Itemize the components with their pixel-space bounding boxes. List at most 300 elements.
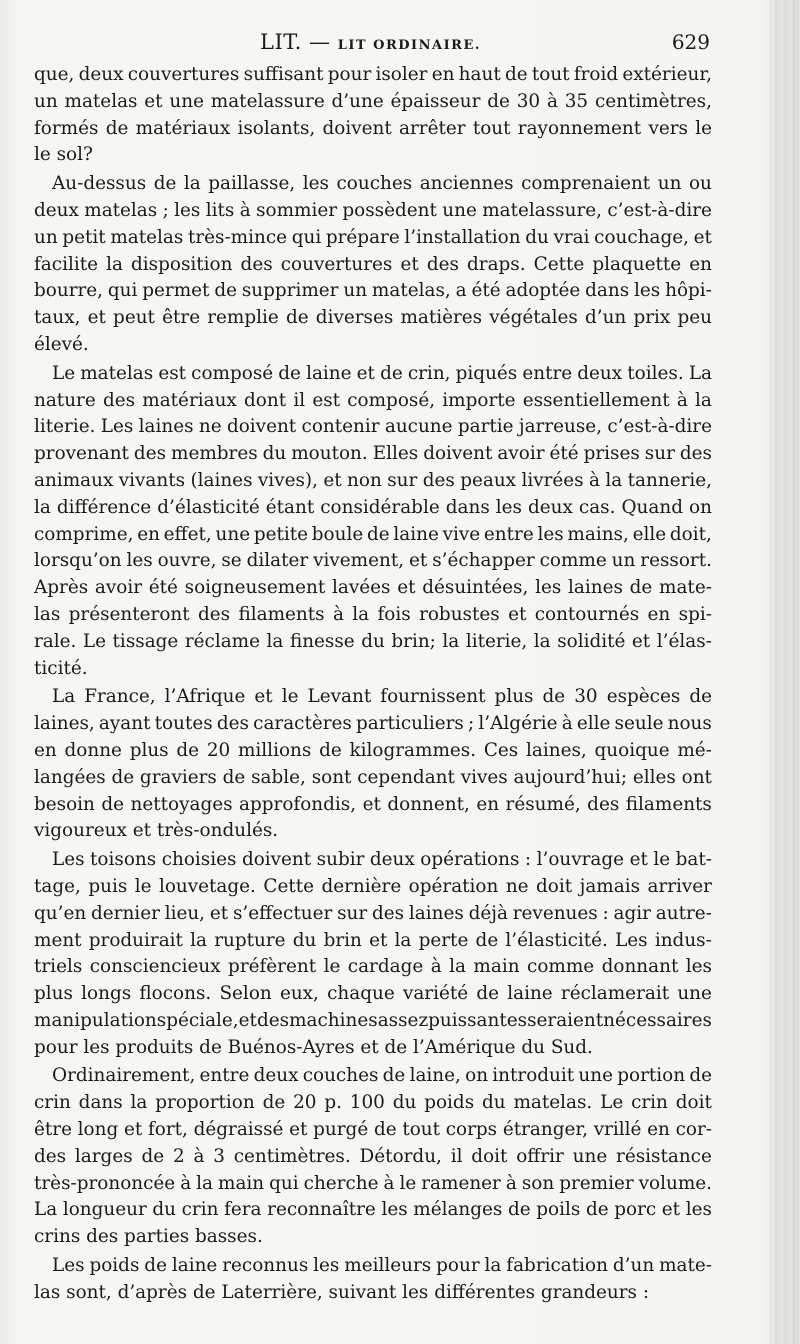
word: matières [400, 307, 483, 329]
text-line [34, 874, 712, 901]
word: dégraissé [193, 1119, 284, 1141]
word: avoir [497, 443, 545, 465]
word: d’élasticité [157, 496, 260, 518]
word: un [657, 173, 682, 195]
word: supprimer [241, 280, 339, 302]
word: filaments [625, 793, 712, 815]
word: opérations [420, 849, 520, 871]
word: deux [253, 1065, 299, 1087]
word: extérieur, [622, 64, 712, 85]
word: de [585, 1199, 609, 1221]
page-number: 629 [671, 30, 710, 54]
word: poids [89, 1255, 140, 1277]
word: a [455, 280, 467, 302]
word: dans [445, 496, 490, 518]
word: de [487, 90, 510, 112]
word: prix [633, 307, 671, 329]
word: sont [311, 766, 352, 788]
word: anciennes [419, 173, 514, 195]
word: déjà [468, 902, 508, 924]
word: fournissent [380, 686, 486, 708]
word: nous [667, 713, 712, 735]
paragraph [34, 171, 712, 359]
word: et [661, 1199, 681, 1221]
word: qui [269, 1172, 299, 1194]
word: mate- [659, 577, 712, 599]
word: doivent [241, 849, 312, 871]
word: elle [632, 523, 667, 545]
word: ouvre, [157, 550, 217, 572]
word: rupture [214, 929, 286, 951]
word: de [475, 929, 499, 951]
word: agir [613, 902, 651, 924]
text-line [34, 684, 712, 711]
word: fois [377, 603, 411, 625]
word: rale. [34, 630, 77, 652]
word: ou [688, 173, 712, 195]
word: longueur [62, 1199, 147, 1221]
word: matériaux [135, 117, 231, 139]
text-line: crins des parties basses. [34, 1226, 263, 1248]
word: nécessaires [603, 1009, 712, 1031]
word: suffisant [243, 64, 324, 85]
word: de [689, 1065, 712, 1087]
word: et [323, 469, 342, 491]
word: que, [34, 64, 75, 85]
word: deux [528, 496, 573, 518]
word: disposition [131, 253, 233, 275]
word: désuintées, [422, 577, 529, 599]
word: de [214, 280, 237, 302]
word: Les [100, 416, 134, 438]
word: ; [162, 199, 169, 221]
word: La [688, 362, 712, 384]
text-line [34, 981, 712, 1008]
word: le [399, 1172, 417, 1194]
word: vivants [118, 469, 186, 491]
word: à [180, 1172, 192, 1194]
word: plus [34, 983, 73, 1005]
word: introduit [492, 1065, 575, 1087]
word: kilogrammes. [349, 739, 477, 761]
word: une [677, 983, 712, 1005]
word: à [239, 199, 251, 221]
word: mate- [659, 1255, 712, 1277]
word: crin, [407, 362, 451, 384]
word: une [578, 1065, 613, 1087]
word: effet, [163, 523, 212, 545]
word: matelassure [210, 90, 325, 112]
word: permet [142, 280, 210, 302]
word: tout [531, 64, 570, 85]
word: : [602, 902, 609, 924]
word: hôpi- [665, 280, 712, 302]
word: triels [34, 956, 83, 978]
text-line: ticité. [34, 657, 88, 679]
word: ramener [421, 1172, 501, 1194]
word: du [262, 443, 287, 465]
word: la [266, 630, 284, 652]
word: en [647, 1119, 670, 1141]
word: plus [129, 739, 169, 761]
text-line [34, 1144, 712, 1171]
paragraph [34, 62, 712, 169]
word: être [34, 1119, 72, 1141]
word: comme [539, 550, 607, 572]
word: doit, [669, 523, 712, 545]
text-line [34, 575, 712, 602]
word: du [392, 1092, 417, 1114]
text-line: las sont, d’après de Laterrière, suivant les différentes grandeurs : [34, 1281, 650, 1303]
word: peu [677, 307, 712, 329]
word: été [549, 443, 579, 465]
word: prépare [325, 226, 400, 248]
word: centimètres. [233, 1145, 351, 1167]
word: produirait [88, 929, 183, 951]
text-line: vigoureux et très-ondulés. [34, 820, 279, 842]
word: jarreuse, [518, 416, 603, 438]
text-line [34, 1063, 712, 1090]
word: les [685, 956, 712, 978]
word: est [312, 389, 341, 411]
word: puis [88, 875, 128, 897]
word: subir [316, 849, 365, 871]
word: est [158, 362, 187, 384]
word: été [148, 577, 178, 599]
text-line [34, 62, 712, 89]
word: à [193, 1145, 205, 1167]
word: la [449, 956, 466, 978]
word: la [130, 1092, 148, 1114]
word: et [400, 253, 419, 275]
text-line: le sol? [34, 144, 93, 166]
word: donnent, [387, 793, 470, 815]
word: couvertures [280, 253, 393, 275]
word: un [34, 226, 58, 248]
word: matelas [110, 226, 184, 248]
word: couchage, [594, 226, 689, 248]
word: de [222, 766, 246, 788]
word: variété [402, 983, 469, 1005]
word: et [631, 630, 651, 652]
text-line [34, 765, 712, 792]
word: différence [56, 496, 152, 518]
word: dans [78, 1092, 123, 1114]
word: paillasse, [208, 173, 296, 195]
word: qu’en [34, 902, 87, 924]
word: espèces [606, 686, 681, 708]
word: elle [576, 713, 611, 735]
word: poils [536, 1199, 581, 1221]
word: eux, [279, 983, 319, 1005]
word: des [133, 443, 167, 465]
word: de [689, 686, 712, 708]
word: Ordinairement, [52, 1065, 196, 1087]
word: s’échapper [432, 550, 535, 572]
word: toisons [90, 849, 157, 871]
word: literie. [34, 416, 96, 438]
word: possèdent [342, 199, 437, 221]
word: isolants, [237, 117, 316, 139]
word: livrées [521, 469, 584, 491]
word: importe [442, 389, 516, 411]
word: un [34, 90, 58, 112]
paragraph [34, 684, 712, 845]
word: matelassure, [482, 199, 602, 221]
word: couches [302, 1065, 379, 1087]
word: chaque [327, 983, 395, 1005]
text-line [34, 278, 712, 305]
word: donnant [601, 956, 679, 978]
word: du [481, 1092, 506, 1114]
word: c’est-à-dire [607, 416, 712, 438]
word: à [589, 469, 600, 491]
word: deux [34, 199, 79, 221]
word: très-prononcée [34, 1172, 176, 1194]
word: sommier [256, 199, 338, 221]
word: ressort. [640, 550, 712, 572]
word: petite [253, 523, 309, 545]
word: Cette [263, 875, 314, 897]
word: des [679, 443, 712, 465]
word: à [383, 1172, 395, 1194]
word: des [422, 469, 455, 491]
word: main [218, 1172, 265, 1194]
word: fabrication [506, 1255, 608, 1277]
text-line [34, 388, 712, 415]
word: de [542, 686, 566, 708]
text-line [34, 89, 712, 116]
word: manipulation [34, 1009, 157, 1031]
word: flocons. [139, 983, 212, 1005]
word: las [34, 603, 61, 625]
word: seraient [527, 1009, 604, 1031]
word: Quand [621, 496, 683, 518]
word: des [240, 253, 273, 275]
word: vers [648, 117, 688, 139]
word: robustes [419, 603, 500, 625]
text-line [34, 1253, 712, 1280]
word: reconnus [222, 1255, 309, 1277]
word: la [190, 929, 207, 951]
word: soigneusement [184, 577, 326, 599]
word: La [52, 686, 76, 708]
word: 30 [516, 90, 541, 112]
word: arriver [647, 875, 712, 897]
word: jamais [579, 875, 641, 897]
word: doivent [423, 443, 493, 465]
word: animaux [34, 469, 114, 491]
word: deux [78, 64, 124, 85]
word: quoique [594, 739, 670, 761]
word: matelas. [513, 1092, 593, 1114]
word: brin [323, 929, 362, 951]
word: la [352, 603, 370, 625]
word: une [215, 523, 251, 545]
word: crin [631, 1092, 668, 1114]
word: lorsqu’on [34, 550, 122, 572]
paragraph [34, 847, 712, 1061]
word: les [313, 1255, 340, 1277]
word: laine [393, 523, 439, 545]
paragraph [34, 1063, 712, 1251]
word: matelas, [371, 280, 451, 302]
word: tissage [112, 630, 179, 652]
word: et [629, 849, 648, 871]
word: contournés [534, 603, 640, 625]
text-line: élevé. [34, 333, 89, 355]
text-line [34, 441, 712, 468]
text-line [34, 711, 712, 738]
word: millions [237, 739, 312, 761]
word: tout [472, 117, 511, 139]
word: doivent [226, 416, 297, 438]
word: 30 [574, 686, 598, 708]
text-line [34, 305, 712, 332]
word: et [289, 1119, 308, 1141]
word: entre [522, 362, 573, 384]
word: essentiellement [522, 389, 670, 411]
word: la [695, 389, 712, 411]
word: de [111, 766, 135, 788]
word: contenir [301, 416, 380, 438]
word: d’un [584, 307, 627, 329]
word: de [101, 793, 125, 815]
word: réclame [184, 630, 261, 652]
word: il [450, 1145, 463, 1167]
word: purgé [313, 1119, 369, 1141]
word: dernier [91, 902, 160, 924]
word: l’élas- [656, 630, 712, 652]
running-head-section: LIT. — [260, 30, 331, 54]
word: meilleurs [344, 1255, 432, 1277]
word: la [605, 469, 623, 491]
word: étant [265, 496, 315, 518]
word: tage, [34, 875, 81, 897]
paragraph [34, 1253, 712, 1307]
word: et [254, 686, 273, 708]
word: premier [559, 1172, 634, 1194]
word: des [102, 389, 136, 411]
word: donne [64, 739, 122, 761]
word: doit [471, 1145, 508, 1167]
word: aucune [384, 416, 453, 438]
word: isoler [375, 64, 428, 85]
text-line [34, 116, 712, 143]
word: adoptée [505, 280, 581, 302]
text-line [34, 495, 712, 522]
word: Les [615, 929, 648, 951]
body-text [34, 62, 712, 1307]
word: corps [445, 1119, 498, 1141]
word: provenant [34, 443, 129, 465]
word: la [196, 1172, 214, 1194]
word: des [587, 793, 620, 815]
word: doit [536, 875, 573, 897]
word: à [332, 603, 344, 625]
word: autre- [655, 902, 712, 924]
word: ne [505, 875, 529, 897]
word: des [216, 713, 249, 735]
word: l’installation [404, 226, 521, 248]
word: (laines [190, 469, 253, 491]
word: fort, [147, 1119, 188, 1141]
word: vivement, [313, 550, 405, 572]
text-line [34, 847, 712, 874]
word: facilite [34, 253, 98, 275]
word: des [34, 1145, 67, 1167]
word: qui [291, 226, 322, 248]
word: plus [494, 686, 534, 708]
word: une [169, 90, 204, 112]
word: diverses [315, 307, 394, 329]
word: laines [138, 416, 194, 438]
word: les [302, 173, 329, 195]
word: de [629, 577, 653, 599]
word: un [611, 550, 636, 572]
word: cardage [347, 956, 424, 978]
word: c’est-à-dire [607, 199, 712, 221]
word: de [105, 117, 129, 139]
word: en [137, 523, 160, 545]
word: plaquette [592, 253, 682, 275]
word: végétales [489, 307, 578, 329]
word: cor- [675, 1119, 712, 1141]
word: de [141, 1145, 165, 1167]
word: une [572, 1145, 608, 1167]
word: caractères [253, 713, 352, 735]
word: non [347, 469, 382, 491]
word: du [292, 929, 317, 951]
word: de [278, 362, 301, 384]
word: laine [171, 1255, 218, 1277]
text-line [34, 548, 712, 575]
word: et [238, 1009, 257, 1031]
word: et [362, 793, 381, 815]
word: Les [52, 1255, 85, 1277]
word: qui [107, 280, 138, 302]
word: lavées [332, 577, 391, 599]
word: avoir [94, 577, 143, 599]
word: vive [442, 523, 481, 545]
word: nettoyages [130, 793, 233, 815]
word: les [495, 496, 522, 518]
word: membres [171, 443, 258, 465]
word: de [176, 739, 200, 761]
word: mé- [677, 739, 712, 761]
word: 2 [172, 1145, 185, 1167]
word: de [319, 739, 342, 761]
word: composé, [347, 389, 436, 411]
word: on [689, 496, 712, 518]
word: boule [311, 523, 364, 545]
word: Le [82, 630, 107, 652]
word: ayant [98, 713, 151, 735]
word: volume. [638, 1172, 712, 1194]
word: considérable [320, 496, 440, 518]
word: consciencieux [89, 956, 221, 978]
word: couvertures [127, 64, 240, 85]
word: literie, [465, 630, 528, 652]
word: la [394, 929, 412, 951]
word: l’Afrique [164, 686, 246, 708]
word: sur [337, 902, 368, 924]
word: et [144, 90, 163, 112]
word: de [262, 1092, 286, 1114]
word: la [484, 1255, 502, 1277]
paragraph [34, 361, 712, 683]
word: cherche [303, 1172, 379, 1194]
